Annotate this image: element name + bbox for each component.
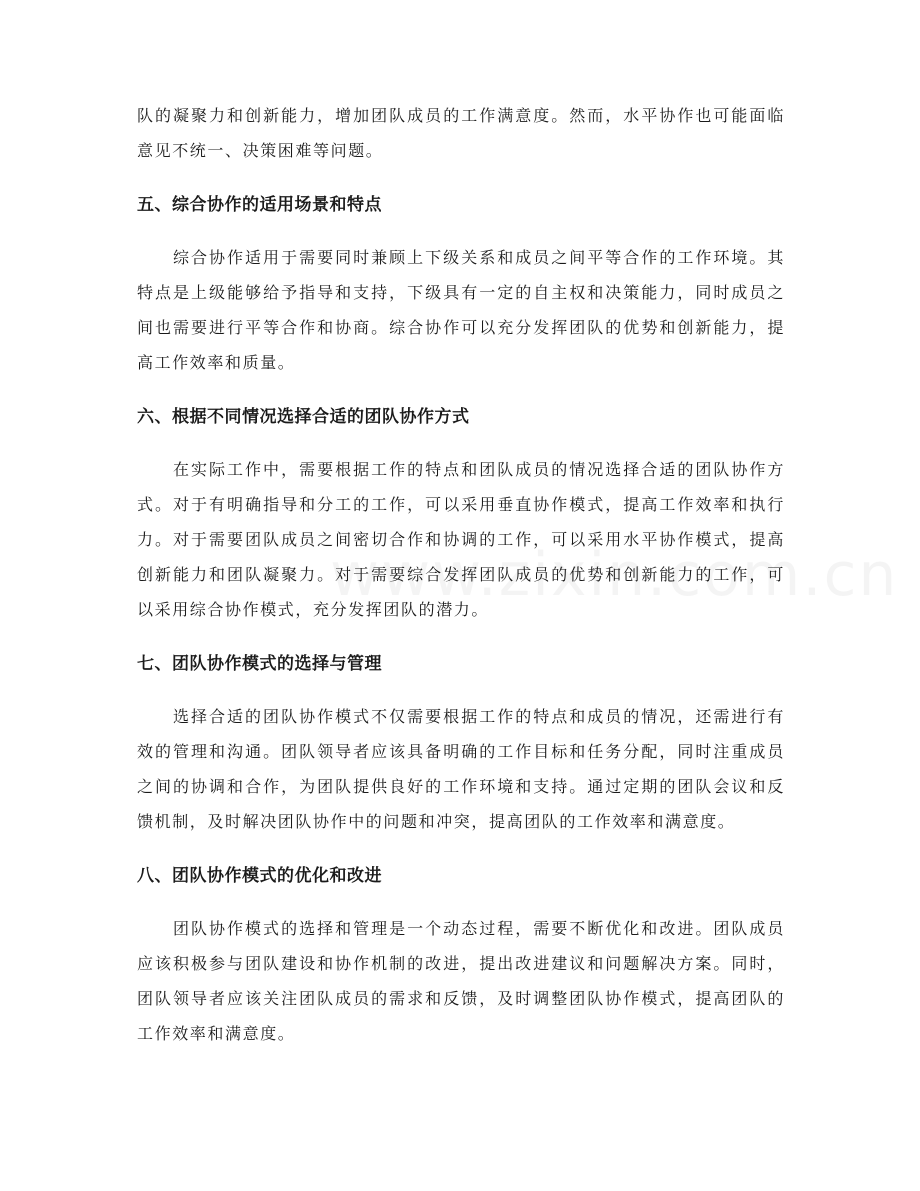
section-paragraph-7: 选择合适的团队协作模式不仅需要根据工作的特点和成员的情况，还需进行有效的管理和沟通。团队领导者应该具备明确的工作目标和任务分配，同时注重成员之间的协调和合作，为团队提供良好的工作环境和支持。通过定期的团队会议和反馈机制，及时解决团队协作中的问题和冲突，提高团队的工作效率和满意度。: [137, 707, 785, 831]
section-heading-6: 六、根据不同情况选择合适的团队协作方式: [137, 407, 470, 427]
section-heading-7: 七、团队协作模式的选择与管理: [137, 654, 382, 674]
section-paragraph-8: 团队协作模式的选择和管理是一个动态过程，需要不断优化和改进。团队成员应该积极参与团队建设和协作机制的改进，提出改进建议和问题解决方案。同时，团队领导者应该关注团队成员的需求和反馈，及时调整团队协作模式，提高团队的工作效率和满意度。: [137, 919, 785, 1043]
section-paragraph-5: 综合协作适用于需要同时兼顾上下级关系和成员之间平等合作的工作环境。其特点是上级能够给予指导和支持，下级具有一定的自主权和决策能力，同时成员之间也需要进行平等合作和协商。综合协作可以充分发挥团队的优势和创新能力，提高工作效率和质量。: [137, 248, 785, 372]
section-paragraph-6: 在实际工作中，需要根据工作的特点和团队成员的情况选择合适的团队协作方式。对于有明确指导和分工的工作，可以采用垂直协作模式，提高工作效率和执行力。对于需要团队成员之间密切合作和协调的工作，可以采用水平协作模式，提高创新能力和团队凝聚力。对于需要综合发挥团队成员的优势和创新能力的工作，可以采用综合协作模式，充分发挥团队的潜力。: [137, 460, 785, 619]
document-content: [137, 98, 785, 1051]
section-heading-5: 五、综合协作的适用场景和特点: [137, 195, 382, 215]
section-heading-8: 八、团队协作模式的优化和改进: [137, 866, 382, 886]
intro-paragraph: 队的凝聚力和创新能力，增加团队成员的工作满意度。然而，水平协作也可能面临意见不统一、决策困难等问题。: [137, 106, 785, 160]
